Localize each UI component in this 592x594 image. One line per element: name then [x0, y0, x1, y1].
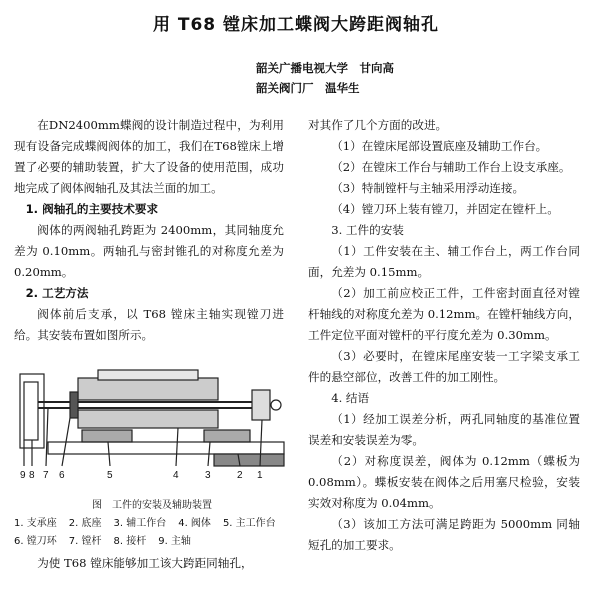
legend-item-3: 3. 辅工作台	[113, 518, 167, 529]
figure-legend-row-1	[14, 516, 290, 532]
section-2-paragraph: 阀体前后支承，以 T68 镗床主轴实现镗刀进给。其安装布置如图所示。	[14, 307, 284, 342]
right-continuation: 对其作了几个方面的改进。	[308, 118, 448, 132]
figure-caption: 图 工件的安装及辅助装置	[92, 500, 212, 511]
legend-item-7: 7. 镗杆	[68, 536, 102, 547]
figure-label-4: 4	[173, 470, 179, 480]
figure-label-2: 2	[237, 470, 243, 480]
install-item-1: （1）工件安装在主、辅工作台上，两工作台同面，允差为 0.15mm。	[308, 244, 580, 279]
legend-item-1: 1. 支承座	[14, 518, 57, 529]
install-item-2: （2）加工前应校正工件，工件密封面直径对镗杆轴线的对称度允差为 0.12mm。在镗杆轴线方向，工件定位平面对镗杆的平行度允差为 0.30mm。	[308, 286, 580, 342]
section-heading-4: 4. 结语	[331, 391, 370, 405]
support-seat	[214, 454, 284, 466]
figure-label-9: 9	[20, 470, 26, 480]
legend-item-4: 4. 阀体	[178, 518, 211, 529]
valve-body	[78, 378, 218, 400]
legend-item-5: 5. 主工作台	[222, 518, 276, 529]
section-heading-1: 1. 阀轴孔的主要技术要求	[25, 202, 159, 216]
author-line-1: 韶关广播电视大学 甘向高	[256, 61, 394, 75]
aux-table	[204, 430, 250, 442]
conclusion-item-3: （3）该加工方法可满足跨距为 5000mm 同轴短孔的加工要求。	[308, 517, 580, 552]
main-table	[82, 430, 132, 442]
author-line-2: 韶关阀门厂 温华生	[256, 81, 360, 95]
right-column	[308, 115, 580, 556]
improvement-3: （3）特制镗杆与主轴采用浮动连接。	[331, 181, 525, 195]
figure-legend-row-2	[14, 534, 290, 550]
left-column	[14, 115, 284, 346]
figure-label-1: 1	[257, 470, 263, 480]
section-1-paragraph: 阀体的两阀轴孔跨距为 2400mm，其同轴度允差为 0.10mm。两轴孔与密封锥孔的对称度允差为 0.20mm。	[14, 223, 284, 279]
setup-figure	[18, 368, 288, 480]
figure-label-8: 8	[29, 470, 35, 480]
conclusion-item-2: （2）对称度误差，阀体为 0.12mm（蝶板为 0.08mm）。蝶板安装在阀体之后用塞尺检验，安装实效对称度为 0.04mm。	[308, 454, 580, 510]
improvement-4: （4）镗刀环上装有镗刀，并固定在镗杆上。	[331, 202, 559, 216]
legend-item-6: 6. 镗刀环	[14, 536, 57, 547]
legend-item-8: 8. 接杆	[113, 536, 147, 547]
intro-paragraph: 在DN2400mm蝶阀的设计制造过程中，为利用现有设备完成蝶阀阀体的加工，我们在T68镗床上增置了必要的辅助装置，扩大了设备的使用范围，成功地完成了阀体阀轴孔及其法兰面的加工。	[14, 118, 284, 195]
install-item-3: （3）必要时，在镗床尾座安装一工字梁支承工件的悬空部位，改善工件的加工刚性。	[308, 349, 580, 384]
section-heading-3: 3. 工件的安装	[331, 223, 404, 237]
legend-item-2: 2. 底座	[68, 518, 102, 529]
figure-label-3: 3	[205, 470, 211, 480]
article-title: 用 T68 镗床加工蝶阀大跨距阀轴孔	[152, 15, 440, 35]
base	[48, 442, 284, 454]
improvement-2: （2）在镗床工作台与辅助工作台上设支承座。	[331, 160, 571, 174]
boring-ring	[70, 392, 78, 418]
improvement-1: （1）在镗床尾部设置底座及辅助工作台。	[331, 139, 548, 153]
conclusion-item-1: （1）经加工误差分析，两孔同轴度的基准位置误差和安装误差为零。	[308, 412, 580, 447]
figure-label-6: 6	[59, 470, 65, 480]
figure-label-5: 5	[107, 470, 113, 480]
left-tail-paragraph: 为使 T68 镗床能够加工该大跨距同轴孔，	[37, 556, 253, 570]
section-heading-2: 2. 工艺方法	[25, 286, 89, 300]
figure-label-7: 7	[43, 470, 49, 480]
legend-item-9: 9. 主轴	[158, 536, 191, 547]
